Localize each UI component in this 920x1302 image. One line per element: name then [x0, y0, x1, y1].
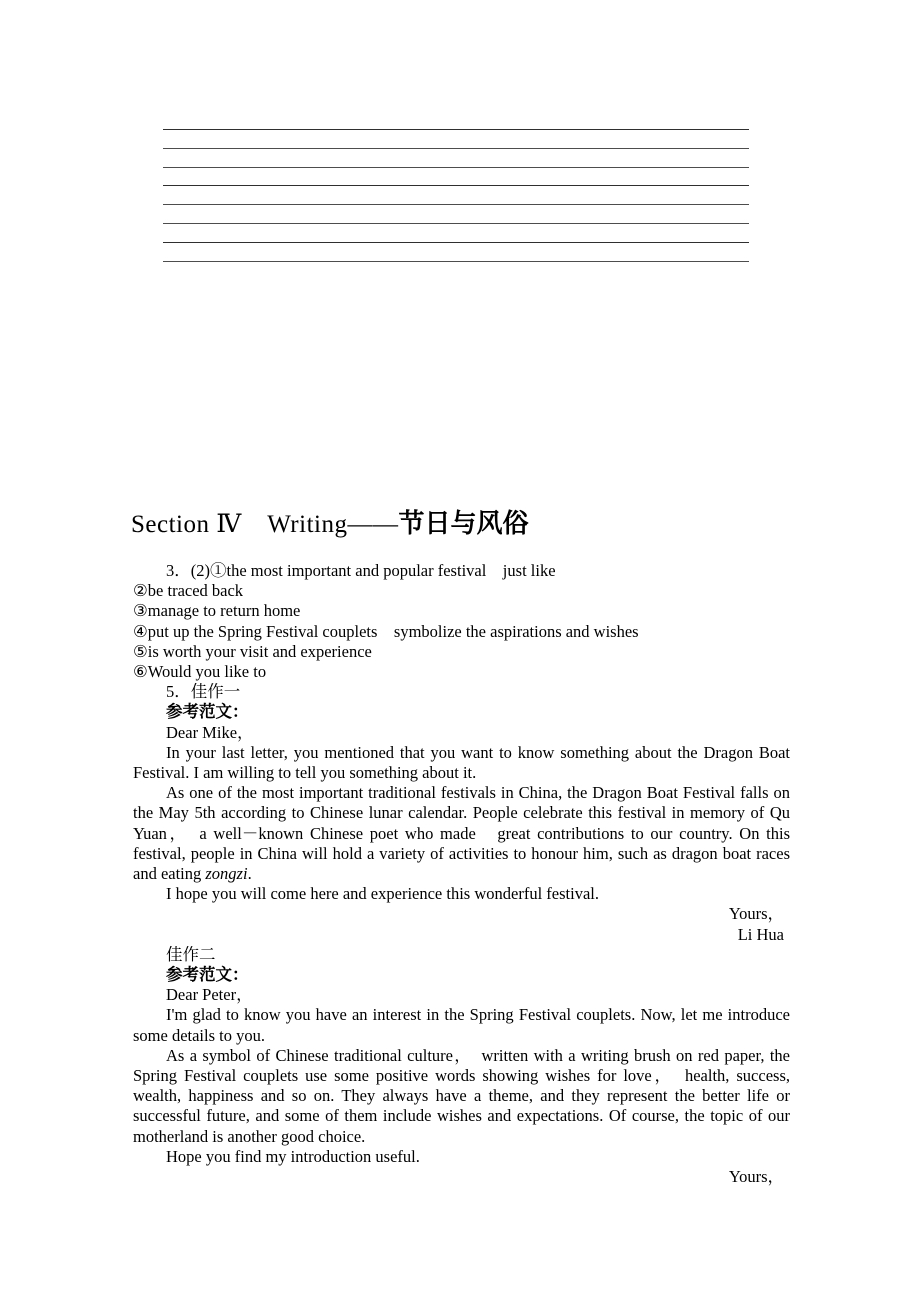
- ruled-line: [163, 223, 749, 242]
- essay2-label: 佳作二: [166, 944, 216, 964]
- answer-item-3-line-5: ⑤is worth your visit and experience: [133, 641, 372, 661]
- essay1-salutation: Dear Mike，: [166, 722, 254, 742]
- section-title: [131, 503, 529, 540]
- answer-item-3-line-1: 3．(2)①the most important and popular festival just like: [166, 561, 556, 580]
- answer-lines-block: [163, 129, 749, 279]
- document-body: [133, 561, 790, 1187]
- essay1-paragraph-1: In your last letter, you mentioned that you want to know something about the Dragon Boat Festival. I am willing to tell you something about it.: [133, 742, 790, 783]
- ruled-line: [163, 167, 749, 186]
- essay1-paragraph-2-text: As one of the most important traditional festivals in China, the Dragon Boat Festival falls on the May 5th according to Chinese lunar calendar. People celebrate this festival in memory of Qu Yuan， a well－known Chinese poet who made great contributions to our country. On this festival, people in China will hold a variety of activities to honour him, such as dragon boat races and eating: [133, 783, 790, 884]
- essay1-closing: Yours，: [728, 904, 784, 924]
- ruled-line: [163, 204, 749, 223]
- ruled-line: [163, 148, 749, 167]
- essay1-paragraph-2-italic-word: zongzi: [205, 864, 248, 884]
- essay1-signature: Li Hua: [737, 924, 784, 944]
- answer-item-3-line-3: ③manage to return home: [133, 601, 301, 621]
- section-title-english: Section Ⅳ Writing——: [131, 511, 399, 538]
- essay2-closing: Yours，: [728, 1167, 784, 1187]
- answer-item-3-line-6: ⑥Would you like to: [133, 662, 267, 682]
- ruled-line: [163, 242, 749, 261]
- essay1-paragraph-2-period: .: [247, 864, 252, 884]
- essay2-salutation: Dear Peter，: [166, 985, 253, 1005]
- essay2-paragraph-1: I'm glad to know you have an interest in the Spring Festival couplets. Now, let me introduce some details to you.: [133, 1005, 790, 1045]
- essay1-heading: 参考范文：: [166, 702, 249, 722]
- essay2-heading: 参考范文：: [166, 965, 249, 985]
- ruled-line: [163, 261, 749, 280]
- ruled-line: [163, 129, 749, 148]
- essay1-paragraph-2: [133, 783, 790, 884]
- answer-item-5-label: 5．佳作一: [166, 682, 241, 702]
- essay2-paragraph-3: Hope you find my introduction useful.: [166, 1146, 420, 1166]
- answer-item-3-line-2: ②be traced back: [133, 581, 244, 601]
- answer-item-3-line-4: ④put up the Spring Festival couplets symbolize the aspirations and wishes: [133, 621, 639, 641]
- essay2-paragraph-2: As a symbol of Chinese traditional culture， written with a writing brush on red paper, the Spring Festival couplets use some positive words showing wishes for love， health, success, wealth, happiness and so on. They always have a theme, and they represent the better life or successful future, and some of them include wishes and expectations. Of course, the topic of our motherland is another good choice.: [133, 1045, 790, 1146]
- section-title-chinese: 节日与风俗: [398, 509, 529, 539]
- essay1-paragraph-3: I hope you will come here and experience this wonderful festival.: [166, 884, 599, 904]
- ruled-line: [163, 185, 749, 204]
